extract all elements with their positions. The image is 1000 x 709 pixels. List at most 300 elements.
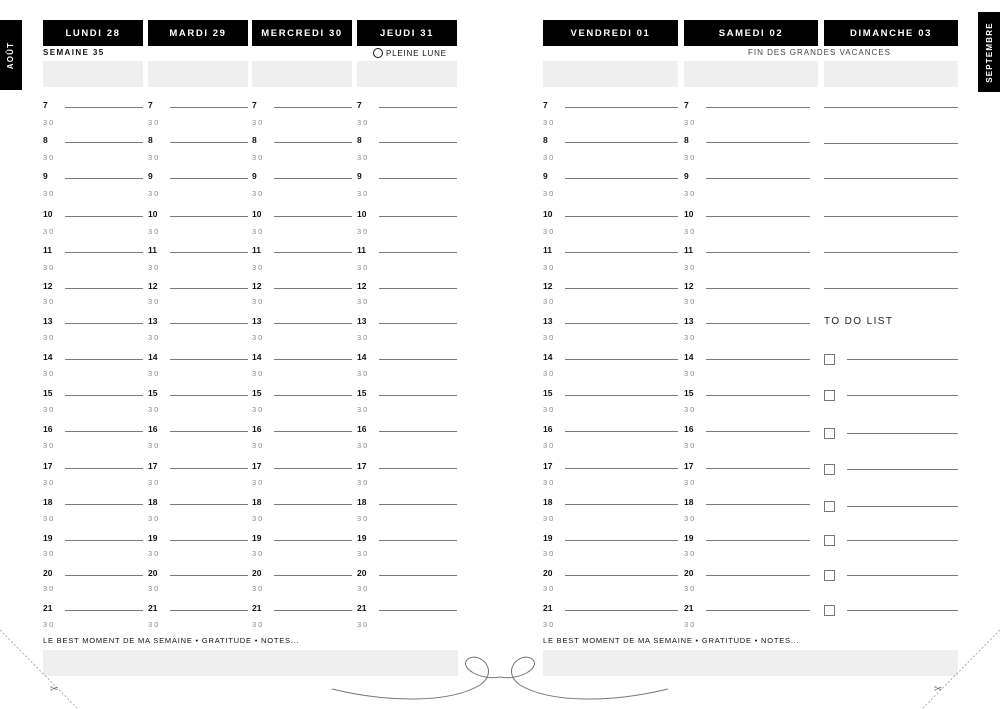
hour-number: 13 (684, 316, 694, 326)
todo-checkbox[interactable] (824, 535, 835, 546)
month-tab-aout[interactable] (0, 20, 22, 90)
hour-number: 12 (357, 281, 367, 291)
hour-row[interactable] (148, 350, 248, 362)
hour-row[interactable] (543, 207, 678, 219)
hour-number: 9 (148, 171, 153, 181)
half-hour-label: 30 (357, 441, 370, 450)
day-note-box[interactable] (43, 61, 143, 87)
writing-line (170, 359, 248, 360)
hour-row[interactable] (543, 566, 678, 578)
half-hour-label: 30 (357, 620, 370, 629)
hour-number: 21 (148, 603, 158, 613)
day-note-box[interactable] (252, 61, 352, 87)
hour-row[interactable] (357, 601, 457, 613)
hour-row[interactable] (43, 350, 143, 362)
hour-row[interactable] (148, 495, 248, 507)
hour-number: 16 (252, 424, 262, 434)
writing-line (274, 288, 352, 289)
half-hour-label: 30 (252, 333, 265, 342)
todo-item[interactable] (824, 501, 958, 513)
half-hour-label: 30 (43, 227, 56, 236)
half-hour-label: 30 (543, 333, 556, 342)
hour-number: 20 (357, 568, 367, 578)
hour-row[interactable] (357, 531, 457, 543)
hour-number: 15 (252, 388, 262, 398)
hour-number: 17 (543, 461, 553, 471)
day-note-box[interactable] (543, 61, 678, 87)
writing-line (706, 575, 810, 576)
writing-line (379, 395, 457, 396)
half-hour-label: 30 (43, 405, 56, 414)
hour-row[interactable] (43, 169, 143, 181)
hour-row[interactable] (43, 98, 143, 110)
hour-row[interactable] (148, 386, 248, 398)
hour-number: 18 (357, 497, 367, 507)
hour-number: 20 (43, 568, 53, 578)
writing-line (65, 504, 143, 505)
writing-line (565, 540, 678, 541)
half-hour-label: 30 (252, 584, 265, 593)
hour-number: 8 (543, 135, 548, 145)
writing-line (565, 610, 678, 611)
hour-row[interactable] (43, 566, 143, 578)
writing-line (706, 610, 810, 611)
hour-number: 17 (43, 461, 53, 471)
writing-line (847, 469, 958, 470)
hour-row[interactable] (684, 566, 810, 578)
hour-row[interactable] (252, 566, 352, 578)
todo-checkbox[interactable] (824, 390, 835, 401)
hour-row[interactable] (543, 169, 678, 181)
hour-number: 21 (252, 603, 262, 613)
writing-line (565, 359, 678, 360)
writing-line (706, 504, 810, 505)
hour-row[interactable] (684, 531, 810, 543)
hour-row[interactable] (543, 531, 678, 543)
writing-line (847, 395, 958, 396)
half-hour-label: 30 (357, 369, 370, 378)
half-hour-label: 30 (684, 227, 697, 236)
writing-line (274, 142, 352, 143)
hour-number: 10 (252, 209, 262, 219)
day-note-box[interactable] (684, 61, 818, 87)
hour-row[interactable] (43, 495, 143, 507)
half-hour-label: 30 (357, 405, 370, 414)
hour-number: 8 (148, 135, 153, 145)
scissors-icon: ✂ (934, 684, 943, 695)
writing-line (170, 540, 248, 541)
hour-row[interactable] (148, 169, 248, 181)
ribbon-icon (330, 645, 670, 705)
half-hour-label: 30 (684, 441, 697, 450)
half-hour-label: 30 (148, 478, 161, 487)
half-hour-label: 30 (252, 189, 265, 198)
half-hour-label: 30 (357, 189, 370, 198)
hour-number: 16 (148, 424, 158, 434)
holiday-note: FIN DES GRANDES VACANCES (748, 48, 891, 57)
half-hour-label: 30 (43, 441, 56, 450)
writing-line (170, 178, 248, 179)
hour-row[interactable] (43, 601, 143, 613)
half-hour-label: 30 (543, 478, 556, 487)
hour-row[interactable] (357, 98, 457, 110)
writing-line (565, 142, 678, 143)
hour-row[interactable] (543, 98, 678, 110)
writing-line (274, 178, 352, 179)
hour-row[interactable] (252, 314, 352, 326)
half-hour-label: 30 (252, 441, 265, 450)
half-hour-label: 30 (543, 514, 556, 523)
writing-line (379, 540, 457, 541)
hour-row[interactable] (543, 279, 678, 291)
day-header-vendredi: VENDREDI 01 (543, 20, 678, 46)
writing-line (706, 323, 810, 324)
half-hour-label: 30 (543, 263, 556, 272)
half-hour-label: 30 (684, 297, 697, 306)
hour-row[interactable] (357, 279, 457, 291)
todo-item[interactable] (824, 354, 958, 366)
hour-row[interactable] (684, 169, 810, 181)
half-hour-label: 30 (543, 189, 556, 198)
writing-line (379, 216, 457, 217)
half-hour-label: 30 (43, 118, 56, 127)
hour-number: 18 (43, 497, 53, 507)
writing-line (170, 252, 248, 253)
hour-row[interactable] (357, 243, 457, 255)
hour-number: 17 (357, 461, 367, 471)
hour-number: 13 (43, 316, 53, 326)
writing-line (274, 610, 352, 611)
half-hour-label: 30 (148, 369, 161, 378)
hour-number: 11 (43, 245, 52, 255)
hour-row[interactable] (148, 566, 248, 578)
hour-row[interactable] (252, 422, 352, 434)
hour-row[interactable] (148, 459, 248, 471)
hour-number: 7 (43, 100, 48, 110)
writing-line (65, 395, 143, 396)
writing-line (379, 431, 457, 432)
half-hour-label: 30 (43, 369, 56, 378)
hour-number: 9 (357, 171, 362, 181)
day-note-box[interactable] (148, 61, 248, 87)
half-hour-label: 30 (684, 584, 697, 593)
writing-line[interactable] (824, 178, 958, 179)
writing-line (65, 610, 143, 611)
writing-line (379, 288, 457, 289)
hour-number: 8 (684, 135, 689, 145)
half-hour-label: 30 (543, 153, 556, 162)
hour-row[interactable] (684, 243, 810, 255)
half-hour-label: 30 (252, 227, 265, 236)
hour-row[interactable] (252, 169, 352, 181)
hour-row[interactable] (252, 133, 352, 145)
writing-line (379, 468, 457, 469)
half-hour-label: 30 (252, 549, 265, 558)
day-header-mardi: MARDI 29 (148, 20, 248, 46)
writing-line (379, 504, 457, 505)
hour-number: 10 (43, 209, 53, 219)
hour-row[interactable] (148, 98, 248, 110)
writing-line (170, 575, 248, 576)
hour-row[interactable] (684, 495, 810, 507)
half-hour-label: 30 (684, 549, 697, 558)
writing-line (65, 288, 143, 289)
hour-row[interactable] (148, 279, 248, 291)
half-hour-label: 30 (252, 118, 265, 127)
hour-row[interactable] (684, 207, 810, 219)
half-hour-label: 30 (148, 263, 161, 272)
writing-line (170, 288, 248, 289)
writing-line (170, 431, 248, 432)
hour-number: 15 (684, 388, 694, 398)
hour-number: 11 (252, 245, 261, 255)
hour-row[interactable] (543, 314, 678, 326)
hour-number: 13 (357, 316, 367, 326)
todo-item[interactable] (824, 535, 958, 547)
half-hour-label: 30 (684, 478, 697, 487)
hour-row[interactable] (684, 98, 810, 110)
writing-line[interactable] (824, 143, 958, 144)
half-hour-label: 30 (43, 297, 56, 306)
hour-row[interactable] (684, 459, 810, 471)
half-hour-label: 30 (684, 620, 697, 629)
hour-row[interactable] (148, 422, 248, 434)
hour-row[interactable] (543, 495, 678, 507)
half-hour-label: 30 (543, 118, 556, 127)
writing-line (706, 178, 810, 179)
hour-row[interactable] (252, 207, 352, 219)
day-note-box[interactable] (824, 61, 958, 87)
writing-line (274, 575, 352, 576)
hour-row[interactable] (148, 207, 248, 219)
hour-row[interactable] (357, 314, 457, 326)
half-hour-label: 30 (252, 620, 265, 629)
hour-row[interactable] (543, 386, 678, 398)
hour-number: 10 (543, 209, 553, 219)
hour-row[interactable] (252, 459, 352, 471)
half-hour-label: 30 (684, 514, 697, 523)
hour-row[interactable] (43, 459, 143, 471)
hour-row[interactable] (684, 133, 810, 145)
hour-row[interactable] (252, 279, 352, 291)
hour-number: 8 (252, 135, 257, 145)
hour-row[interactable] (252, 531, 352, 543)
half-hour-label: 30 (684, 405, 697, 414)
month-tab-label: AOÛT (6, 41, 16, 69)
writing-line (379, 323, 457, 324)
hour-row[interactable] (357, 169, 457, 181)
hour-row[interactable] (148, 601, 248, 613)
half-hour-label: 30 (43, 153, 56, 162)
day-note-box[interactable] (357, 61, 457, 87)
writing-line (565, 288, 678, 289)
hour-number: 16 (543, 424, 553, 434)
hour-row[interactable] (43, 422, 143, 434)
writing-line (706, 142, 810, 143)
hour-row[interactable] (357, 133, 457, 145)
half-hour-label: 30 (684, 189, 697, 198)
hour-number: 9 (543, 171, 548, 181)
day-header-jeudi: JEUDI 31 (357, 20, 457, 46)
half-hour-label: 30 (43, 189, 56, 198)
hour-row[interactable] (543, 459, 678, 471)
day-header-lundi: LUNDI 28 (43, 20, 143, 46)
hour-row[interactable] (684, 601, 810, 613)
hour-number: 16 (357, 424, 367, 434)
writing-line (65, 178, 143, 179)
hour-row[interactable] (148, 243, 248, 255)
hour-row[interactable] (357, 350, 457, 362)
hour-row[interactable] (543, 133, 678, 145)
footer-label-left: LE BEST MOMENT DE MA SEMAINE • GRATITUDE • NOTES... (43, 636, 300, 645)
half-hour-label: 30 (148, 514, 161, 523)
month-tab-septembre[interactable] (978, 12, 1000, 92)
hour-number: 16 (43, 424, 53, 434)
hour-row[interactable] (357, 495, 457, 507)
todo-item[interactable] (824, 605, 958, 617)
half-hour-label: 30 (357, 333, 370, 342)
hour-row[interactable] (252, 601, 352, 613)
hour-number: 13 (148, 316, 158, 326)
half-hour-label: 30 (148, 227, 161, 236)
half-hour-label: 30 (148, 441, 161, 450)
half-hour-label: 30 (43, 584, 56, 593)
todo-checkbox[interactable] (824, 605, 835, 616)
todo-item[interactable] (824, 464, 958, 476)
hour-row[interactable] (43, 243, 143, 255)
hour-row[interactable] (357, 566, 457, 578)
half-hour-label: 30 (543, 405, 556, 414)
hour-number: 19 (543, 533, 553, 543)
hour-number: 13 (543, 316, 553, 326)
writing-line (274, 540, 352, 541)
half-hour-label: 30 (357, 118, 370, 127)
hour-number: 15 (148, 388, 158, 398)
todo-item[interactable] (824, 390, 958, 402)
writing-line (274, 252, 352, 253)
half-hour-label: 30 (252, 405, 265, 414)
hour-number: 17 (148, 461, 158, 471)
hour-row[interactable] (252, 350, 352, 362)
hour-row[interactable] (252, 98, 352, 110)
half-hour-label: 30 (148, 333, 161, 342)
half-hour-label: 30 (357, 478, 370, 487)
hour-row[interactable] (543, 601, 678, 613)
hour-row[interactable] (684, 422, 810, 434)
todo-checkbox[interactable] (824, 464, 835, 475)
todo-item[interactable] (824, 570, 958, 582)
day-header-dimanche: DIMANCHE 03 (824, 20, 958, 46)
hour-number: 12 (684, 281, 694, 291)
writing-line (170, 216, 248, 217)
hour-number: 14 (43, 352, 53, 362)
writing-line[interactable] (824, 288, 958, 289)
todo-checkbox[interactable] (824, 570, 835, 581)
half-hour-label: 30 (543, 369, 556, 378)
hour-row[interactable] (148, 314, 248, 326)
writing-line (565, 178, 678, 179)
writing-line (379, 142, 457, 143)
hour-number: 9 (684, 171, 689, 181)
hour-row[interactable] (684, 314, 810, 326)
hour-number: 8 (357, 135, 362, 145)
writing-line (706, 288, 810, 289)
writing-line (274, 323, 352, 324)
hour-row[interactable] (252, 243, 352, 255)
hour-row[interactable] (43, 386, 143, 398)
hour-row[interactable] (148, 531, 248, 543)
half-hour-label: 30 (543, 584, 556, 593)
todo-checkbox[interactable] (824, 501, 835, 512)
writing-line (65, 323, 143, 324)
half-hour-label: 30 (543, 441, 556, 450)
half-hour-label: 30 (43, 333, 56, 342)
hour-number: 15 (43, 388, 53, 398)
todo-checkbox[interactable] (824, 428, 835, 439)
hour-row[interactable] (357, 386, 457, 398)
todo-item[interactable] (824, 428, 958, 440)
hour-number: 20 (148, 568, 158, 578)
half-hour-label: 30 (43, 514, 56, 523)
hour-row[interactable] (357, 422, 457, 434)
hour-row[interactable] (43, 531, 143, 543)
hour-row[interactable] (684, 350, 810, 362)
hour-number: 21 (684, 603, 694, 613)
hour-row[interactable] (357, 459, 457, 471)
writing-line (65, 431, 143, 432)
hour-number: 11 (543, 245, 552, 255)
writing-line (847, 359, 958, 360)
half-hour-label: 30 (543, 620, 556, 629)
hour-row[interactable] (148, 133, 248, 145)
hour-row[interactable] (252, 386, 352, 398)
hour-number: 15 (357, 388, 367, 398)
hour-row[interactable] (357, 207, 457, 219)
hour-number: 19 (148, 533, 158, 543)
hour-row[interactable] (543, 243, 678, 255)
writing-line (847, 610, 958, 611)
writing-line[interactable] (824, 252, 958, 253)
writing-line (170, 323, 248, 324)
hour-row[interactable] (684, 279, 810, 291)
hour-row[interactable] (43, 279, 143, 291)
half-hour-label: 30 (684, 263, 697, 272)
hour-row[interactable] (684, 386, 810, 398)
half-hour-label: 30 (357, 153, 370, 162)
hour-number: 7 (684, 100, 689, 110)
half-hour-label: 30 (148, 153, 161, 162)
todo-checkbox[interactable] (824, 354, 835, 365)
moon-phase-label: PLEINE LUNE (386, 49, 447, 58)
hour-row[interactable] (543, 422, 678, 434)
writing-line (565, 575, 678, 576)
writing-line (274, 504, 352, 505)
half-hour-label: 30 (684, 333, 697, 342)
writing-line[interactable] (824, 216, 958, 217)
writing-line (274, 395, 352, 396)
hour-row[interactable] (252, 495, 352, 507)
hour-row[interactable] (43, 133, 143, 145)
hour-number: 18 (252, 497, 262, 507)
hour-row[interactable] (43, 314, 143, 326)
writing-line (565, 216, 678, 217)
hour-row[interactable] (43, 207, 143, 219)
hour-number: 12 (43, 281, 53, 291)
half-hour-label: 30 (43, 478, 56, 487)
hour-number: 8 (43, 135, 48, 145)
writing-line[interactable] (824, 107, 958, 108)
hour-row[interactable] (543, 350, 678, 362)
